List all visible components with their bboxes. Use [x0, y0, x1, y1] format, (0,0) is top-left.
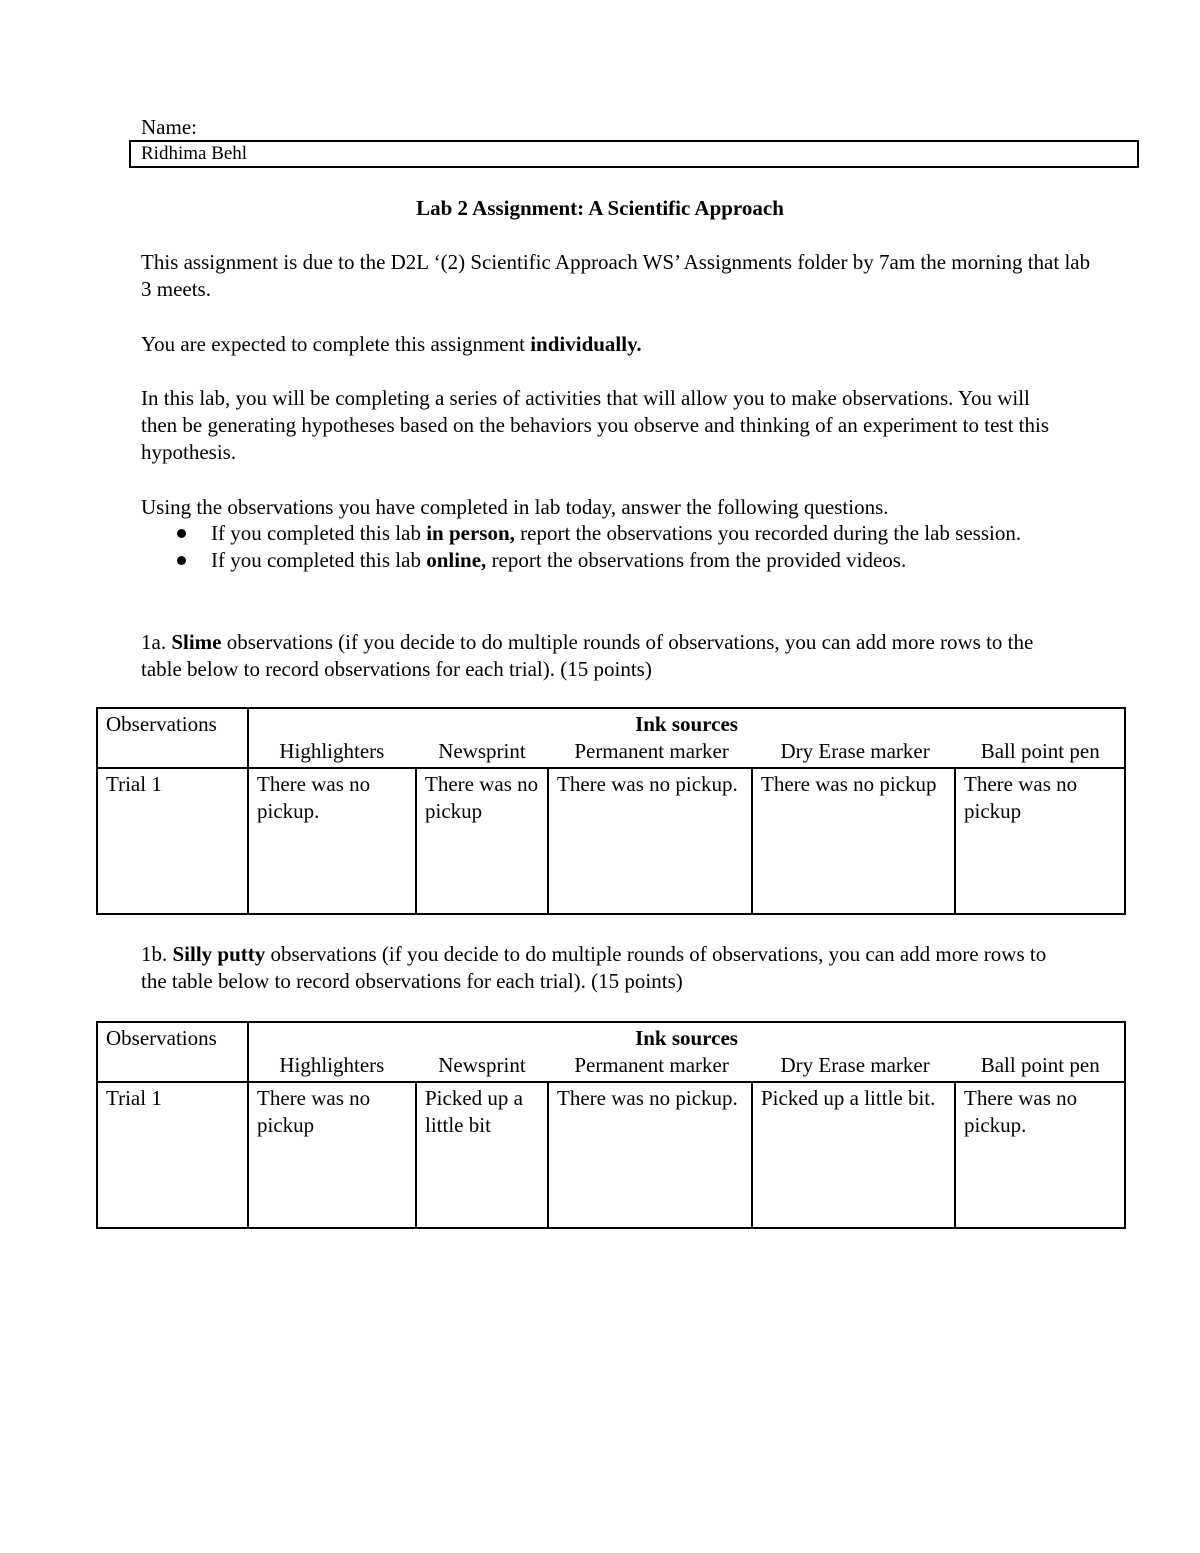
bullet-icon [177, 529, 186, 538]
table-cell[interactable]: Picked up a little bit [416, 1082, 548, 1228]
table-header-row [97, 708, 1125, 768]
table-cell[interactable]: There was no pickup. [248, 768, 416, 914]
ink-sources-title: Ink sources [635, 712, 738, 736]
silly-putty-observations-table [96, 1021, 1126, 1229]
list-item: If you completed this lab online, report the observations from the provided videos. [141, 547, 1091, 574]
question-1b: 1b. Silly putty observations (if you decide to do multiple rounds of observations, you can add more rows to the table below to record observations for each trial). (15 points) [141, 942, 1047, 993]
table-header-row [97, 1022, 1125, 1082]
trial-label: Trial 1 [97, 768, 248, 914]
using-paragraph: Using the observations you have completed in lab today, answer the following questions. [141, 495, 889, 519]
instructions-list [141, 520, 1091, 574]
observations-header: Observations [97, 708, 248, 768]
name-label: Name: [141, 115, 197, 139]
ink-sources-header [248, 708, 1125, 768]
lab-description-paragraph: In this lab, you will be completing a series of activities that will allow you to make observations. You will then be generating hypotheses based on the behaviors you observe and thinking of an experiment to test this hypothesis. [141, 386, 1050, 464]
trial-label: Trial 1 [97, 1082, 248, 1228]
table-row [97, 1082, 1125, 1228]
expected-text: You are expected to complete this assignment [141, 332, 531, 356]
bullet-icon [177, 556, 186, 565]
name-field[interactable]: Ridhima Behl [129, 140, 1139, 168]
slime-observations-table [96, 707, 1126, 915]
table-cell[interactable]: There was no pickup [955, 768, 1125, 914]
expected-paragraph [141, 331, 1101, 358]
table-row [97, 768, 1125, 914]
question-1a: 1a. Slime observations (if you decide to do multiple rounds of observations, you can add more rows to the table below to record observations for each trial). (15 points) [141, 630, 1034, 681]
list-item: If you completed this lab in person, report the observations you recorded during the lab session. [141, 520, 1091, 547]
expected-bold: individually. [530, 332, 642, 356]
observations-header: Observations [97, 1022, 248, 1082]
assignment-title: Lab 2 Assignment: A Scientific Approach [416, 196, 784, 220]
ink-sources-title: Ink sources [635, 1026, 738, 1050]
table-cell[interactable]: Picked up a little bit. [752, 1082, 955, 1228]
table-cell[interactable]: There was no pickup. [548, 1082, 752, 1228]
ink-sources-header [248, 1022, 1125, 1082]
table-cell[interactable]: There was no pickup. [955, 1082, 1125, 1228]
table-cell[interactable]: There was no pickup [416, 768, 548, 914]
table-cell[interactable]: There was no pickup. [548, 768, 752, 914]
due-paragraph: This assignment is due to the D2L ‘(2) Scientific Approach WS’ Assignments folder by 7am the morning that lab 3 meets. [141, 250, 1091, 301]
ink-sources-columns: Highlighters Newsprint Permanent marker Dry Erase marker Ball point pen [279, 739, 1100, 763]
table-cell[interactable]: There was no pickup [752, 768, 955, 914]
table-cell[interactable]: There was no pickup [248, 1082, 416, 1228]
ink-sources-columns: Highlighters Newsprint Permanent marker Dry Erase marker Ball point pen [279, 1053, 1100, 1077]
